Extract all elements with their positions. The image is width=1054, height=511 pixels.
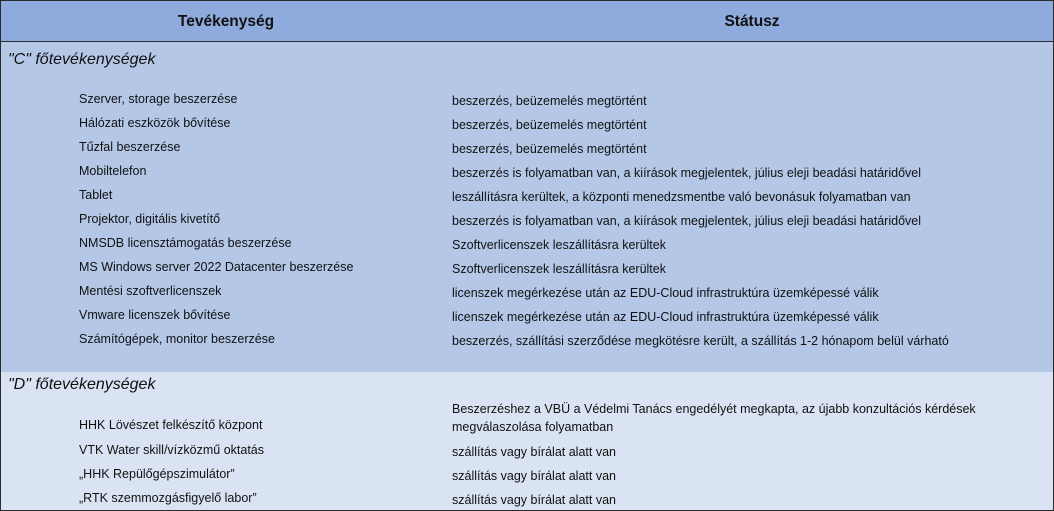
row-activity: Tablet: [79, 188, 113, 202]
row-activity: VTK Water skill/vízközmű oktatás: [79, 443, 264, 457]
section-c-title: "C" főtevékenységek: [8, 51, 156, 68]
row-status: szállítás vagy bírálat alatt van: [452, 469, 616, 483]
row-activity: Vmware licenszek bővítése: [79, 308, 231, 322]
section-d: [1, 372, 1053, 510]
row-status: beszerzés is folyamatban van, a kiírások megjelentek, július eleji beadási határidővel: [452, 166, 922, 180]
section-c: [1, 42, 1053, 372]
row-status: beszerzés, szállítási szerződése megkötésre került, a szállítás 1-2 hónapom belül várható: [452, 334, 949, 348]
row-activity: Szerver, storage beszerzése: [79, 92, 238, 106]
row-activity: Tűzfal beszerzése: [79, 140, 181, 154]
row-status: licenszek megérkezése után az EDU-Cloud infrastruktúra üzemképessé válik: [452, 286, 879, 300]
row-activity: Számítógépek, monitor beszerzése: [79, 332, 275, 346]
row-status: beszerzés, beüzemelés megtörtént: [452, 118, 647, 132]
row-activity: Mentési szoftverlicenszek: [79, 284, 222, 298]
table-header: [1, 1, 1053, 42]
row-status: beszerzés is folyamatban van, a kiírások megjelentek, július eleji beadási határidővel: [452, 214, 922, 228]
row-status: Szoftverlicenszek leszállításra kerültek: [452, 238, 666, 252]
row-status: leszállításra kerültek, a központi menedzsmentbe való bevonásuk folyamatban van: [452, 190, 911, 204]
row-activity: HHK Lövészet felkészítő központ: [79, 418, 263, 432]
row-activity: Hálózati eszközök bővítése: [79, 116, 231, 130]
header-status: Státusz: [724, 13, 780, 30]
row-activity: MS Windows server 2022 Datacenter beszerzése: [79, 260, 354, 274]
row-activity: Mobiltelefon: [79, 164, 147, 178]
row-activity: NMSDB licensztámogatás beszerzése: [79, 236, 292, 250]
row-status: beszerzés, beüzemelés megtörtént: [452, 94, 647, 108]
section-d-title: "D" főtevékenységek: [8, 376, 156, 393]
row-status: szállítás vagy bírálat alatt van: [452, 445, 616, 459]
row-activity: „RTK szemmozgásfigyelő labor”: [79, 491, 257, 505]
header-activity: Tevékenység: [177, 13, 275, 30]
row-activity: „HHK Repülőgépszimulátor”: [79, 467, 235, 481]
row-status: licenszek megérkezése után az EDU-Cloud infrastruktúra üzemképessé válik: [452, 310, 879, 324]
row-status: szállítás vagy bírálat alatt van: [452, 493, 616, 507]
row-status: Beszerzéshez a VBÜ a Védelmi Tanács engedélyét megkapta, az újabb konzultációs kérdések megválaszolása folyamatban: [452, 402, 976, 434]
row-activity: Projektor, digitális kivetítő: [79, 212, 221, 226]
row-status: beszerzés, beüzemelés megtörtént: [452, 142, 647, 156]
row-status: Szoftverlicenszek leszállításra kerültek: [452, 262, 666, 276]
